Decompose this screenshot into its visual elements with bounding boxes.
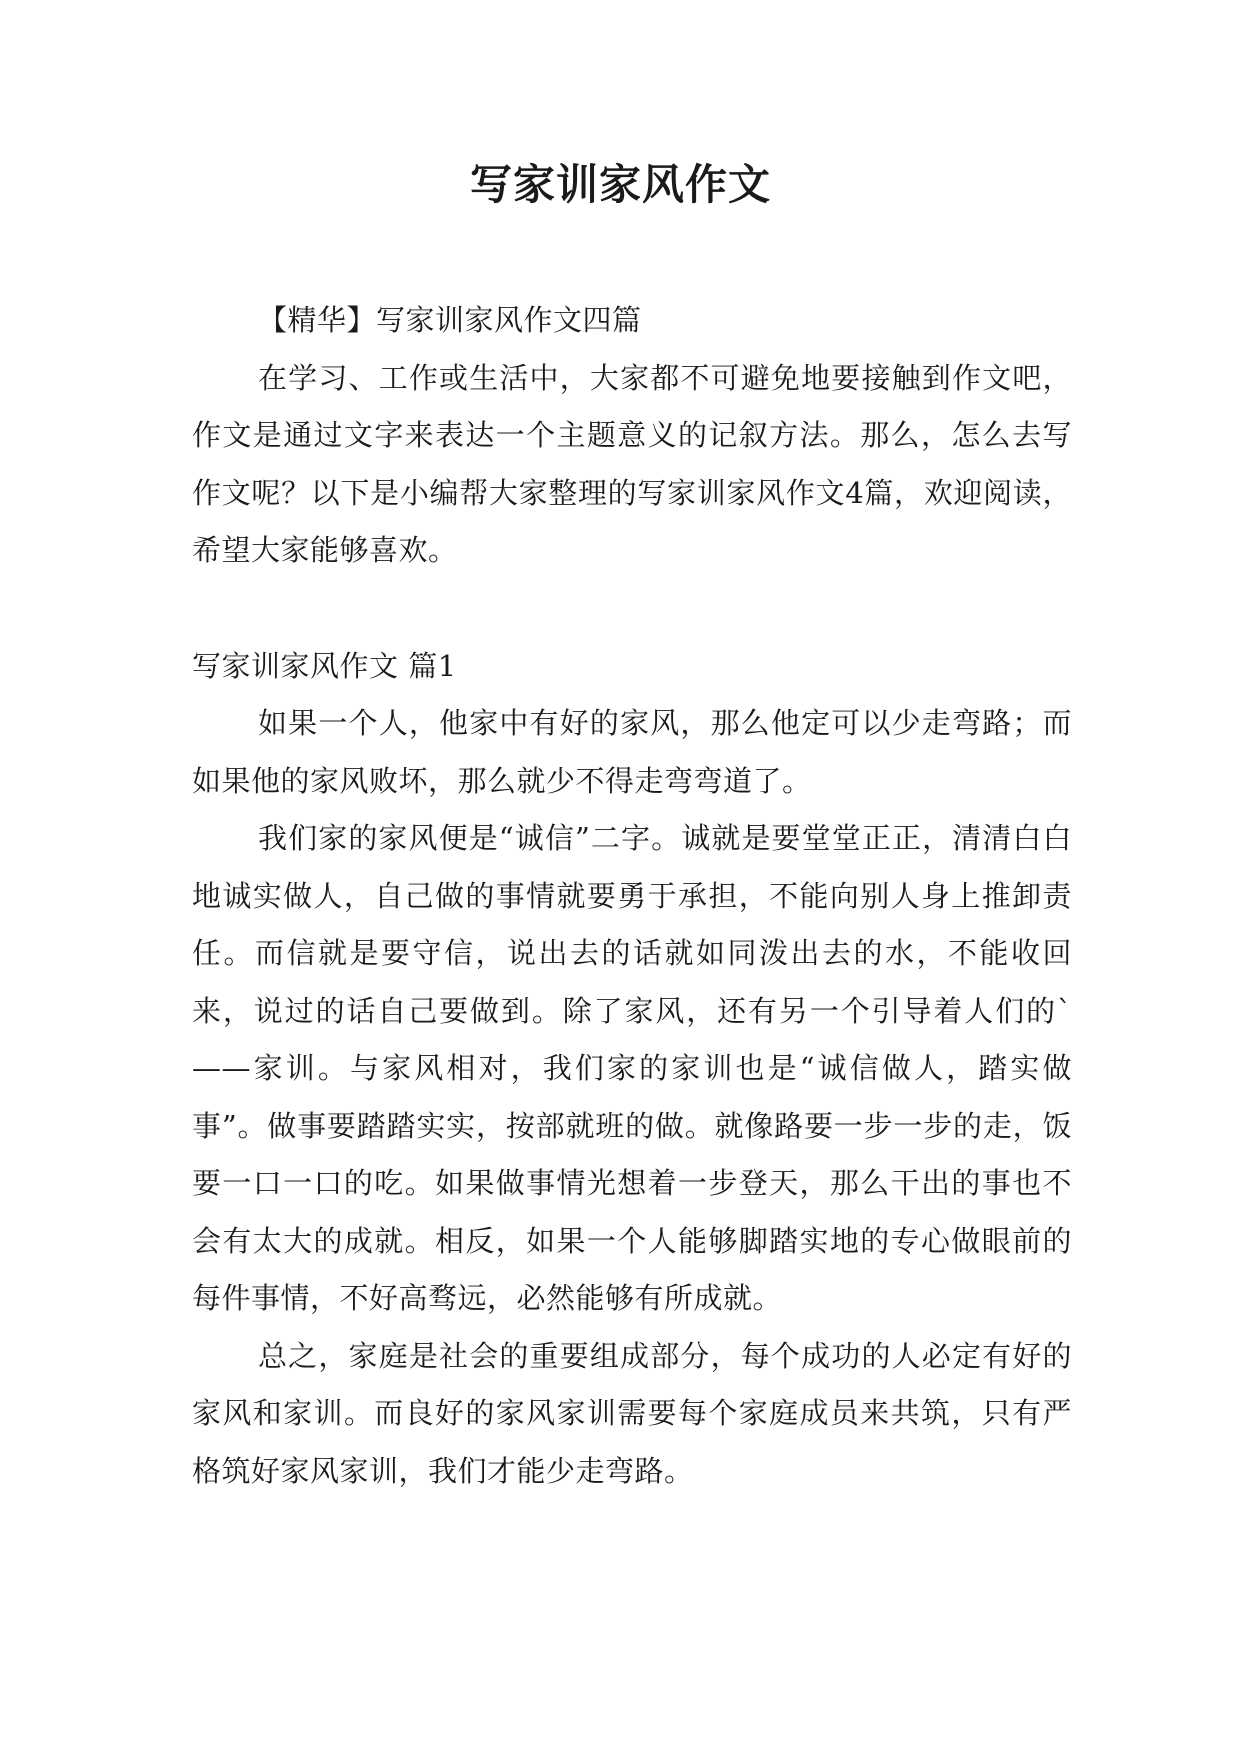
body-paragraph: 如果一个人，他家中有好的家风，那么他定可以少走弯路；而如果他的家风败坏，那么就少不得走弯弯道了。 bbox=[192, 706, 1072, 798]
document-title: 写家训家风作文 bbox=[469, 160, 771, 209]
section-heading: 写家训家风作文 篇1 bbox=[192, 648, 457, 683]
body-paragraph: 我们家的家风便是“诚信”二字。诚就是要堂堂正正，清清白白地诚实做人，自己做的事情就要勇于承担，不能向别人身上推卸责任。而信就是要守信，说出去的话就如同泼出去的水，不能收回来，说过的话自己要做到。除了家风，还有另一个引导着人们的`——家训。与家风相对，我们家的家训也是“诚信做人，踏实做事”。做事要踏踏实实，按部就班的做。就像路要一步一步的走，饭要一口一口的吃。如果做事情光想着一步登天，那么干出的事也不会有太大的成就。相反，如果一个人能够脚踏实地的专心做眼前的每件事情，不好高骛远，必然能够有所成就。 bbox=[192, 821, 1072, 1315]
body-paragraph: 总之，家庭是社会的重要组成部分，每个成功的人必定有好的家风和家训。而良好的家风家训需要每个家庭成员来共筑，只有严格筑好家风家训，我们才能少走弯路。 bbox=[192, 1338, 1072, 1488]
document-body bbox=[192, 292, 1072, 1500]
intro-paragraph: 在学习、工作或生活中，大家都不可避免地要接触到作文吧，作文是通过文字来表达一个主题意义的记叙方法。那么，怎么去写作文呢？以下是小编帮大家整理的写家训家风作文4篇，欢迎阅读，希望大家能够喜欢。 bbox=[192, 360, 1072, 567]
document-subtitle: 【精华】写家训家风作文四篇 bbox=[258, 303, 642, 337]
